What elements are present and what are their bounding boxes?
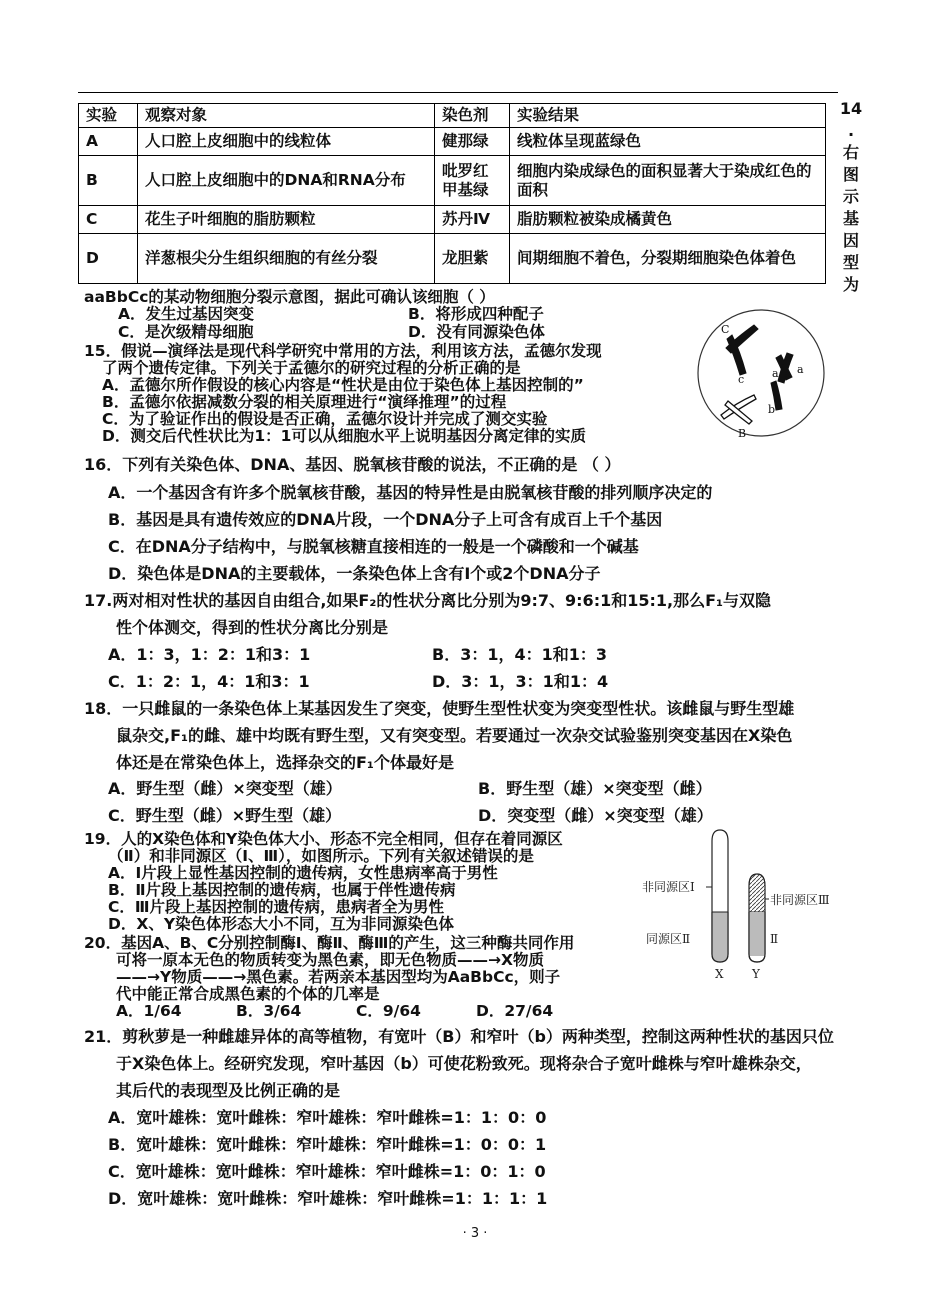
q18-stem: 18．一只雌鼠的一条染色体上某基因发生了突变，使野生型性状变为突变型性状。该雌鼠与野生型雄 (84, 699, 795, 718)
q21-option-a: A．宽叶雄株：宽叶雌株：窄叶雄株：窄叶雌株=1：1：0：0 (108, 1108, 547, 1127)
homologous-ii-label: 同源区Ⅱ (646, 932, 691, 946)
page-number: · 3 · (462, 1226, 488, 1241)
q14-option-c: C．是次级精母细胞 (118, 323, 254, 341)
q21-option-b: B．宽叶雄株：宽叶雌株：窄叶雄株：窄叶雌株=1：0：0：1 (108, 1135, 547, 1154)
table-cell: 苏丹Ⅳ (435, 206, 510, 234)
q18-stem: 体还是在常染色体上，选择杂交的F₁个体最好是 (116, 753, 454, 772)
q15-stem: 15．假说—演绎法是现代科学研究中常用的方法，利用该方法，孟德尔发现 (84, 342, 602, 360)
table-header: 观察对象 (138, 104, 435, 128)
q19-stem: （Ⅱ）和非同源区（Ⅰ、Ⅲ），如图所示。下列有关叙述错误的是 (108, 847, 534, 865)
q21-stem: 21．剪秋萝是一种雌雄异体的高等植物，有宽叶（B）和窄叶（b）两种类型，控制这两种性状的基因只位 (84, 1027, 834, 1046)
table-header-row (79, 104, 826, 128)
table-row (79, 234, 826, 284)
q14-option-b: B．将形成四种配子 (408, 305, 544, 323)
vertical-char: 因 (842, 231, 859, 250)
table-cell: 人口腔上皮细胞中的线粒体 (138, 128, 435, 156)
nonhomologous-i-label: 非同源区Ⅰ (642, 880, 695, 894)
table-cell: 健那绿 (435, 128, 510, 156)
q20-stem: 20．基因A、B、C分别控制酶Ⅰ、酶Ⅱ、酶Ⅲ的产生，这三种酶共同作用 (84, 934, 575, 952)
q21-option-c: C．宽叶雄株：宽叶雌株：窄叶雄株：窄叶雌株=1：0：1：0 (108, 1162, 546, 1181)
q20-option-a: A．1/64 (116, 1002, 182, 1020)
table-row (79, 156, 826, 206)
q18-option-d: D．突变型（雌）×突变型（雄） (478, 806, 713, 825)
table-cell: 洋葱根尖分生组织细胞的有丝分裂 (138, 234, 435, 284)
table-cell: 吡罗红甲基绿 (435, 156, 510, 206)
q14-option-d: D．没有同源染色体 (408, 323, 545, 341)
q14-vertical-label (838, 98, 864, 296)
experiment-table (78, 103, 826, 284)
q19-option-b: B．Ⅱ片段上基因控制的遗传病，也属于伴性遗传病 (108, 881, 456, 899)
vertical-char: 基 (842, 209, 859, 228)
q17-stem: 性个体测交，得到的性状分离比分别是 (116, 618, 389, 637)
q17-option-b: B．3：1，4：1和1：3 (432, 645, 607, 664)
q18-stem: 鼠杂交,F₁的雌、雄中均既有野生型，又有突变型。若要通过一次杂交试验鉴别突变基因在X染色 (116, 726, 793, 745)
q15-stem: 了两个遗传定律。下列关于孟德尔的研究过程的分析正确的是 (102, 359, 521, 377)
q17-option-a: A．1：3，1：2：1和3：1 (108, 645, 311, 664)
q15-option-d: D．测交后代性状比为1：1可以从细胞水平上说明基因分离定律的实质 (102, 427, 586, 445)
table-cell: C (79, 206, 138, 234)
q19-option-a: A．Ⅰ片段上显性基因控制的遗传病，女性患病率高于男性 (108, 864, 498, 882)
table-header: 实验结果 (510, 104, 826, 128)
table-cell: B (79, 156, 138, 206)
q19-option-c: C．Ⅲ片段上基因控制的遗传病，患病者全为男性 (108, 898, 445, 916)
q20-option-b: B．3/64 (236, 1002, 302, 1020)
vertical-char: 图 (842, 165, 859, 184)
table-header: 染色剂 (435, 104, 510, 128)
allele-label: a (797, 363, 804, 376)
q16-option-d: D．染色体是DNA的主要载体，一条染色体上含有Ⅰ个或2个DNA分子 (108, 564, 601, 583)
table-row (79, 206, 826, 234)
q18-option-c: C．野生型（雌）×野生型（雄） (108, 806, 342, 825)
table-header: 实验 (79, 104, 138, 128)
table-row (79, 128, 826, 156)
vertical-char: . (847, 121, 855, 140)
q14-stem: aaBbCc的某动物细胞分裂示意图，据此可确认该细胞（ ） (84, 288, 495, 306)
table-cell: 间期细胞不着色，分裂期细胞染色体着色 (510, 234, 826, 284)
q20-option-c: C．9/64 (356, 1002, 421, 1020)
vertical-char: 为 (842, 275, 859, 294)
vertical-char: 右 (842, 143, 859, 162)
allele-label: C (721, 323, 730, 336)
top-rule (78, 92, 838, 93)
table-cell: 细胞内染成绿色的面积显著大于染成红色的面积 (510, 156, 826, 206)
q16-option-b: B．基因是具有遗传效应的DNA片段，一个DNA分子上可含有成百上千个基因 (108, 510, 663, 529)
table-cell: 花生子叶细胞的脂肪颗粒 (138, 206, 435, 234)
x-chromosome-label: X (715, 967, 724, 981)
q14-option-a: A．发生过基因突变 (118, 305, 254, 323)
q15-option-c: C．为了验证作出的假设是否正确，孟德尔设计并完成了测交实验 (102, 410, 548, 428)
allele-label: a (772, 367, 779, 380)
vertical-char: 型 (842, 253, 859, 272)
q15-option-a: A．孟德尔所作假设的核心内容是“性状是由位于染色体上基因控制的” (102, 376, 584, 394)
q18-option-b: B．野生型（雄）×突变型（雌） (478, 779, 712, 798)
q16-option-a: A．一个基因含有许多个脱氧核苷酸，基因的特异性是由脱氧核苷酸的排列顺序决定的 (108, 483, 713, 502)
allele-label: b (768, 403, 776, 416)
allele-label: c (738, 373, 745, 386)
xy-chromosome-figure (640, 826, 845, 986)
vertical-char: 示 (842, 187, 859, 206)
q18-option-a: A．野生型（雌）×突变型（雄） (108, 779, 342, 798)
q16-option-c: C．在DNA分子结构中，与脱氧核糖直接相连的一般是一个磷酸和一个碱基 (108, 537, 639, 556)
q21-stem: 于X染色体上。经研究发现，窄叶基因（b）可使花粉致死。现将杂合子宽叶雌株与窄叶雄株杂交， (116, 1054, 812, 1073)
q20-stem: 可将一原本无色的物质转变为黑色素，即无色物质——→X物质 (116, 951, 544, 969)
vertical-char: 14 (839, 99, 863, 118)
q21-option-d: D．宽叶雄株：宽叶雌株：窄叶雄株：窄叶雌株=1：1：1：1 (108, 1189, 548, 1208)
cell-division-figure (696, 303, 826, 443)
y-chromosome-label: Y (752, 967, 760, 981)
q21-stem: 其后代的表现型及比例正确的是 (116, 1081, 341, 1100)
q19-stem: 19．人的X染色体和Y染色体大小、形态不完全相同，但存在着同源区 (84, 830, 563, 848)
q20-stem: 代中能正常合成黑色素的个体的几率是 (116, 985, 380, 1003)
nonhomologous-iii-label: 非同源区Ⅲ (770, 893, 830, 907)
q17-option-d: D．3：1，3：1和1：4 (432, 672, 609, 691)
table-cell: 脂肪颗粒被染成橘黄色 (510, 206, 826, 234)
q20-option-d: D．27/64 (476, 1002, 554, 1020)
q19-option-d: D．X、Y染色体形态大小不同，互为非同源染色体 (108, 915, 455, 933)
q17-stem: 17.两对相对性状的基因自由组合,如果F₂的性状分离比分别为9:7、9:6:1和15:1,那么F₁与双隐 (84, 591, 772, 610)
q17-option-c: C．1：2：1，4：1和3：1 (108, 672, 310, 691)
q16-stem: 16．下列有关染色体、DNA、基因、脱氧核苷酸的说法，不正确的是 （ ） (84, 455, 621, 474)
region-ii-label: Ⅱ (770, 932, 779, 946)
table-cell: 人口腔上皮细胞中的DNA和RNA分布 (138, 156, 435, 206)
table-cell: 龙胆紫 (435, 234, 510, 284)
table-cell: 线粒体呈现蓝绿色 (510, 128, 826, 156)
q20-stem: ——→Y物质——→黑色素。若两亲本基因型均为AaBbCc，则子 (116, 968, 561, 986)
table-cell: D (79, 234, 138, 284)
allele-label: B (738, 427, 747, 440)
table-cell: A (79, 128, 138, 156)
q15-option-b: B．孟德尔依据减数分裂的相关原理进行“演绎推理”的过程 (102, 393, 507, 411)
